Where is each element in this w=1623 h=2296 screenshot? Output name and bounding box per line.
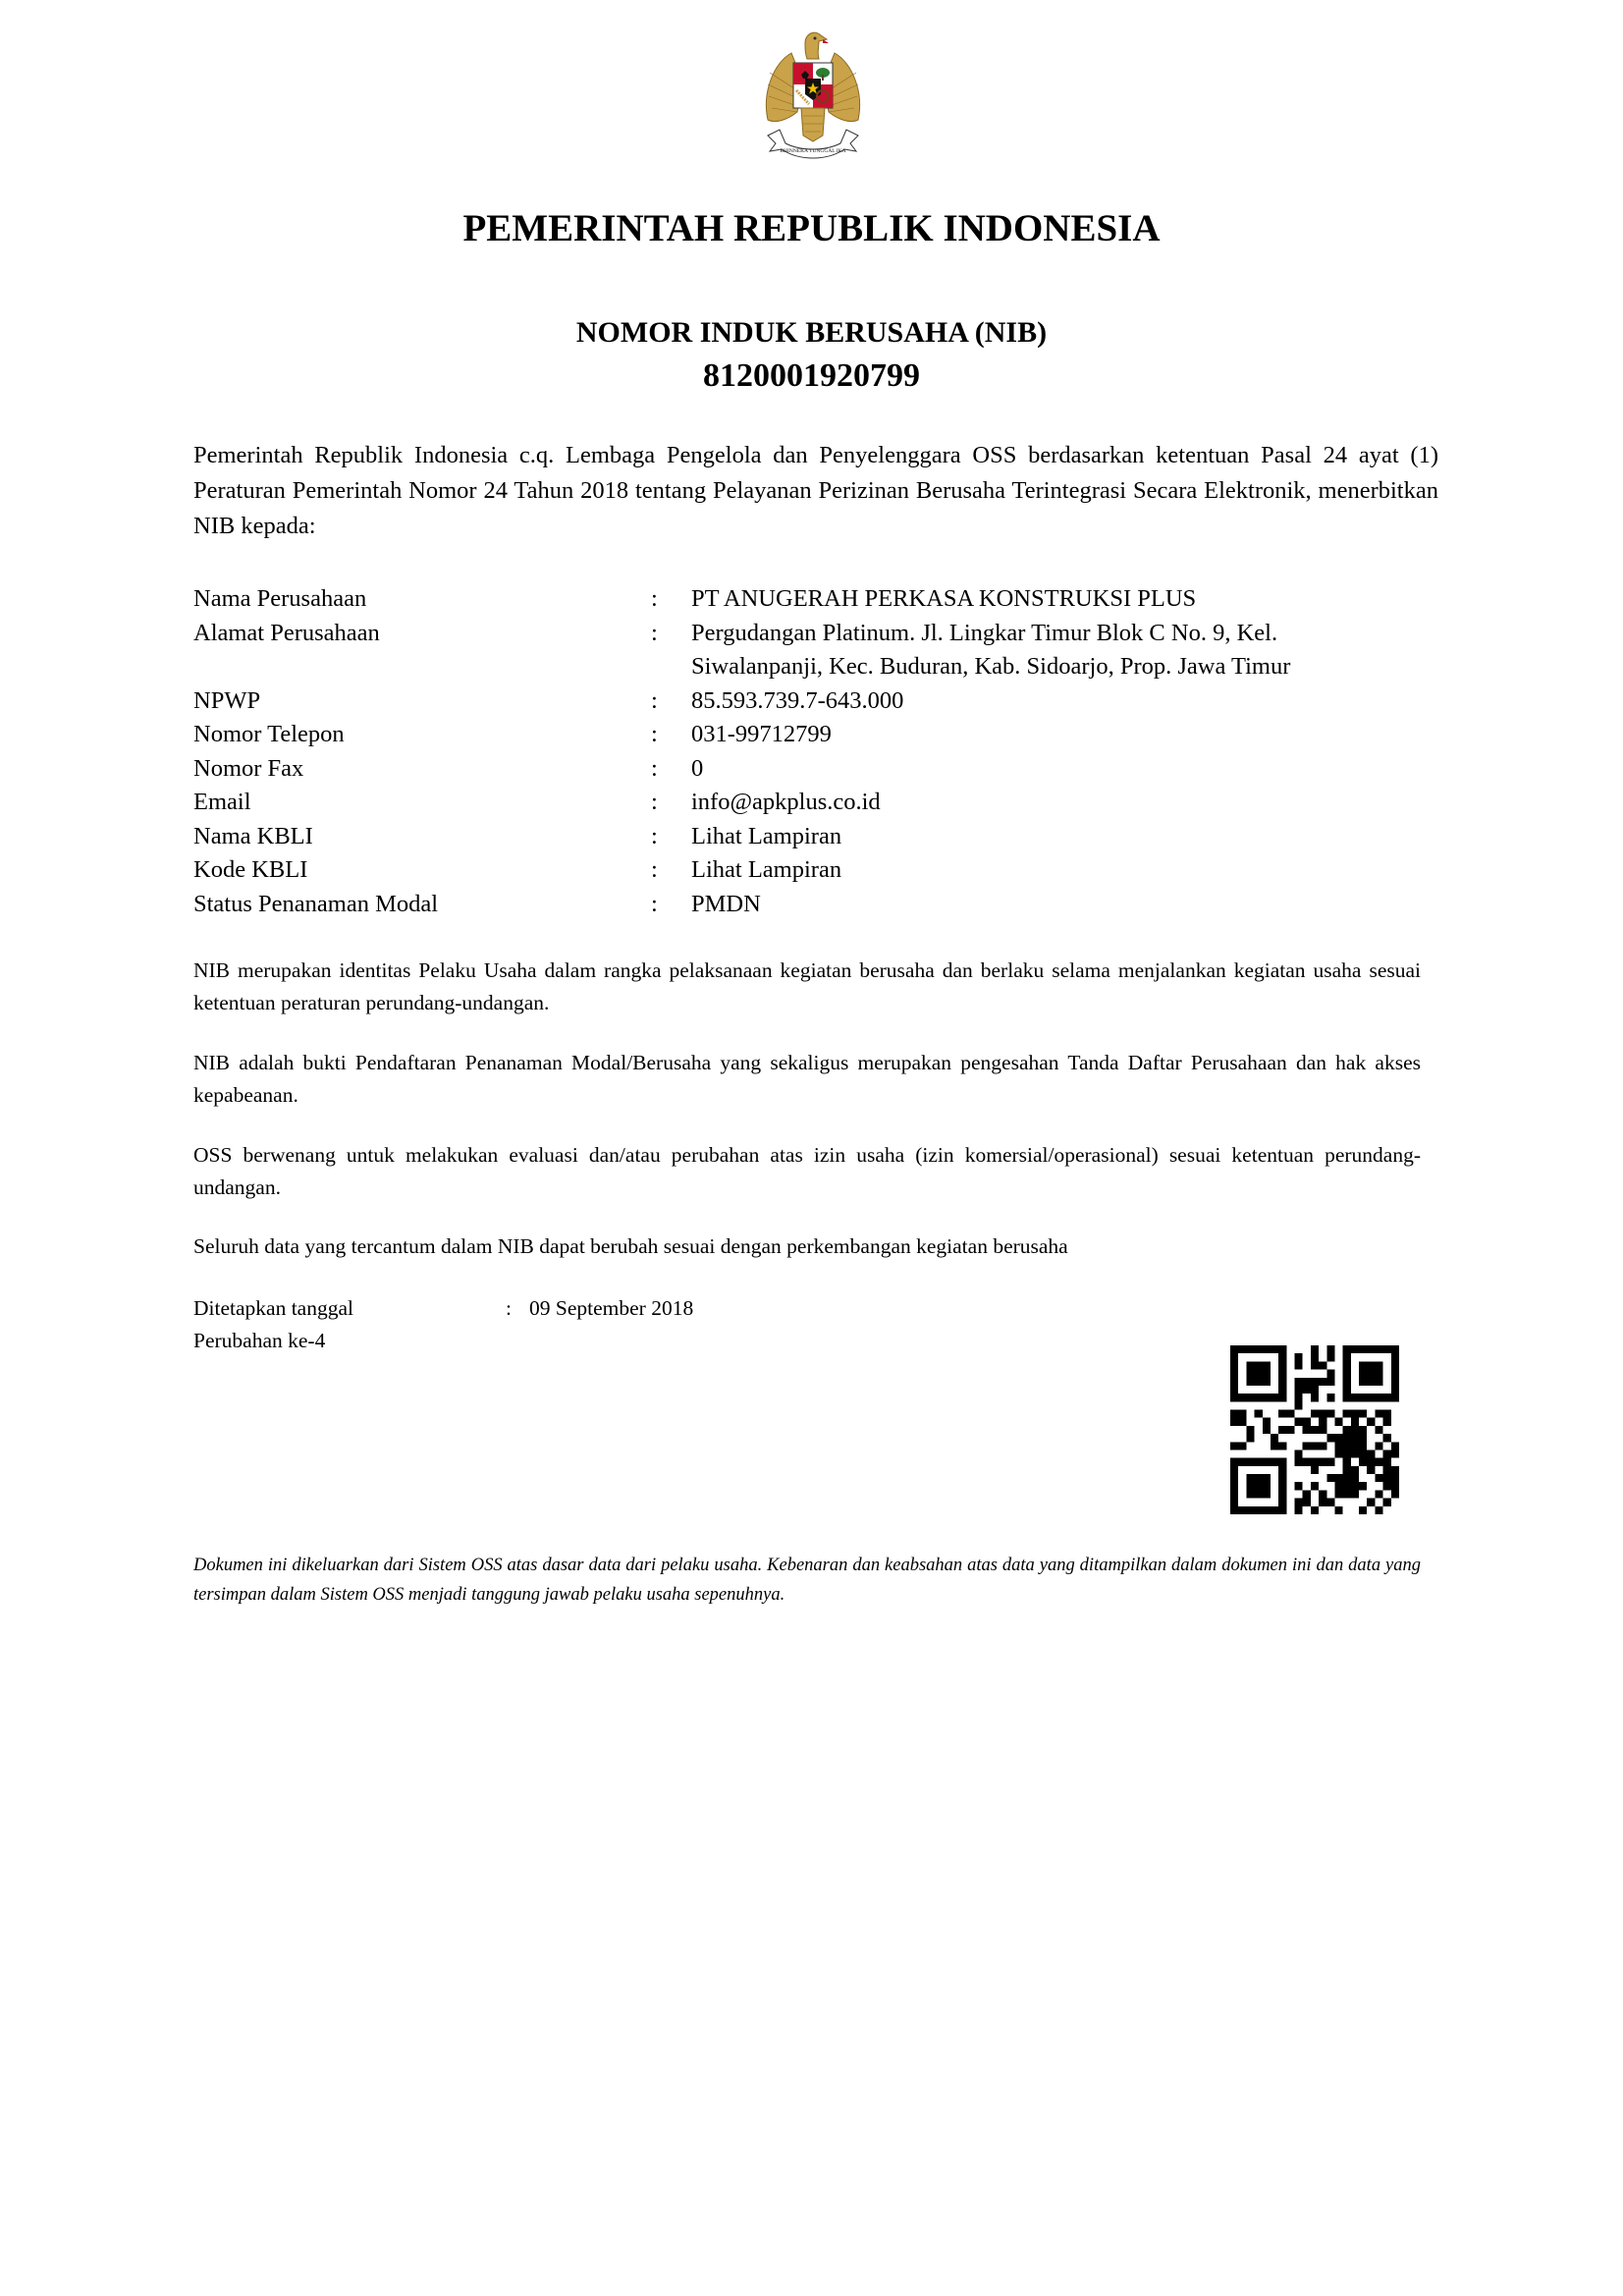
qr-module bbox=[1255, 1394, 1263, 1401]
qr-module bbox=[1391, 1361, 1399, 1369]
qr-module bbox=[1278, 1474, 1286, 1482]
qr-module bbox=[1263, 1474, 1271, 1482]
qr-module bbox=[1246, 1378, 1254, 1386]
qr-module bbox=[1303, 1458, 1311, 1466]
qr-module bbox=[1311, 1466, 1319, 1474]
qr-module bbox=[1319, 1361, 1326, 1369]
qr-module bbox=[1263, 1418, 1271, 1426]
qr-module bbox=[1351, 1482, 1359, 1490]
qr-module bbox=[1367, 1418, 1375, 1426]
qr-module bbox=[1319, 1442, 1326, 1449]
field-row-kbli-code bbox=[193, 853, 1398, 888]
field-value: info@apkplus.co.id bbox=[691, 789, 881, 815]
qr-module bbox=[1278, 1442, 1286, 1449]
qr-module bbox=[1359, 1442, 1367, 1449]
qr-module bbox=[1263, 1361, 1271, 1369]
qr-module bbox=[1278, 1378, 1286, 1386]
field-value: 031-99712799 bbox=[691, 721, 832, 747]
document-subtitle: NOMOR INDUK BERUSAHA (NIB) bbox=[575, 316, 1048, 349]
field-value: PT ANUGERAH PERKASA KONSTRUKSI PLUS bbox=[691, 585, 1197, 612]
qr-module bbox=[1367, 1394, 1375, 1401]
qr-module bbox=[1278, 1394, 1286, 1401]
field-label: Email bbox=[193, 789, 251, 815]
qr-module bbox=[1255, 1345, 1263, 1353]
qr-module bbox=[1230, 1394, 1238, 1401]
qr-module bbox=[1230, 1474, 1238, 1482]
qr-module bbox=[1343, 1353, 1351, 1361]
qr-module bbox=[1359, 1426, 1367, 1434]
qr-code bbox=[1230, 1345, 1399, 1514]
qr-module bbox=[1367, 1378, 1375, 1386]
qr-module bbox=[1334, 1474, 1342, 1482]
qr-module bbox=[1375, 1394, 1382, 1401]
qr-module bbox=[1311, 1345, 1319, 1353]
qr-module bbox=[1343, 1466, 1351, 1474]
qr-module bbox=[1326, 1474, 1334, 1482]
qr-module bbox=[1391, 1449, 1399, 1457]
field-label: NPWP bbox=[193, 686, 261, 714]
qr-module bbox=[1278, 1410, 1286, 1418]
qr-module bbox=[1246, 1458, 1254, 1466]
disclaimer-note: Dokumen ini dikeluarkan dari Sistem OSS atas dasar data dari pelaku usaha. Kebenaran dan keabsahan atas data yang ditampilkan dalam dokumen ini dan data yang tersimpan dalam Sistem OSS menjadi tanggung jawab pelaku usaha sepenuhnya. bbox=[193, 1556, 1421, 1605]
field-value: Pergudangan Platinum. Jl. Lingkar Timur Blok C No. 9, Kel. Siwalanpanji, Kec. Buduran, Kab. Sidoarjo, Prop. Jawa Timur bbox=[691, 619, 1291, 680]
qr-module bbox=[1375, 1361, 1382, 1369]
qr-module bbox=[1278, 1426, 1286, 1434]
qr-module bbox=[1311, 1458, 1319, 1466]
tail bbox=[801, 108, 825, 141]
qr-module bbox=[1359, 1345, 1367, 1353]
qr-module bbox=[1278, 1345, 1286, 1353]
field-row-investment-status bbox=[193, 888, 1398, 922]
revision-text: Perubahan ke-4 bbox=[193, 1329, 326, 1352]
qr-module bbox=[1230, 1378, 1238, 1386]
qr-module bbox=[1351, 1394, 1359, 1401]
qr-module bbox=[1295, 1458, 1303, 1466]
field-label: Status Penanaman Modal bbox=[193, 890, 439, 917]
qr-module bbox=[1383, 1394, 1391, 1401]
qr-module bbox=[1359, 1394, 1367, 1401]
qr-module bbox=[1255, 1490, 1263, 1498]
field-row-fax bbox=[193, 752, 1398, 787]
qr-module bbox=[1334, 1434, 1342, 1442]
qr-module bbox=[1391, 1442, 1399, 1449]
field-colon: : bbox=[651, 856, 658, 883]
qr-module bbox=[1383, 1474, 1391, 1482]
qr-module bbox=[1295, 1506, 1303, 1514]
qr-module bbox=[1391, 1474, 1399, 1482]
qr-module bbox=[1391, 1345, 1399, 1353]
qr-module bbox=[1255, 1482, 1263, 1490]
qr-module bbox=[1383, 1466, 1391, 1474]
qr-module bbox=[1238, 1394, 1246, 1401]
field-label: Nama KBLI bbox=[193, 822, 313, 849]
qr-module bbox=[1263, 1506, 1271, 1514]
field-colon: : bbox=[651, 789, 658, 815]
field-colon: : bbox=[651, 721, 658, 747]
field-value: PMDN bbox=[691, 890, 761, 917]
qr-module bbox=[1286, 1426, 1294, 1434]
qr-module bbox=[1230, 1386, 1238, 1394]
qr-module bbox=[1326, 1345, 1334, 1353]
qr-module bbox=[1255, 1506, 1263, 1514]
qr-module bbox=[1391, 1370, 1399, 1378]
qr-module bbox=[1375, 1345, 1382, 1353]
qr-module bbox=[1375, 1426, 1382, 1434]
qr-module bbox=[1278, 1506, 1286, 1514]
qr-module bbox=[1334, 1490, 1342, 1498]
field-colon: : bbox=[651, 585, 658, 612]
qr-module bbox=[1311, 1482, 1319, 1490]
qr-module bbox=[1311, 1353, 1319, 1361]
qr-module bbox=[1238, 1442, 1246, 1449]
qr-module bbox=[1311, 1442, 1319, 1449]
qr-module bbox=[1263, 1482, 1271, 1490]
qr-module bbox=[1238, 1506, 1246, 1514]
qr-module bbox=[1255, 1378, 1263, 1386]
qr-module bbox=[1230, 1466, 1238, 1474]
qr-module bbox=[1263, 1426, 1271, 1434]
field-row-company-address bbox=[193, 617, 1398, 684]
qr-module bbox=[1367, 1361, 1375, 1369]
qr-module bbox=[1326, 1378, 1334, 1386]
qr-module bbox=[1383, 1482, 1391, 1490]
qr-module bbox=[1295, 1401, 1303, 1409]
company-details bbox=[193, 582, 1398, 921]
qr-module bbox=[1255, 1474, 1263, 1482]
qr-module bbox=[1343, 1386, 1351, 1394]
field-row-npwp bbox=[193, 684, 1398, 719]
qr-module bbox=[1359, 1361, 1367, 1369]
qr-module bbox=[1295, 1386, 1303, 1394]
qr-module bbox=[1319, 1499, 1326, 1506]
qr-module bbox=[1359, 1458, 1367, 1466]
qr-module bbox=[1383, 1418, 1391, 1426]
qr-module bbox=[1359, 1378, 1367, 1386]
qr-module bbox=[1295, 1353, 1303, 1361]
garuda-head bbox=[805, 32, 827, 59]
qr-module bbox=[1383, 1345, 1391, 1353]
qr-module bbox=[1278, 1490, 1286, 1498]
paragraph-oss-authority: OSS berwenang untuk melakukan evaluasi dan/atau perubahan atas izin usaha (izin komersial/operasional) sesuai ketentuan perundang-undangan. bbox=[193, 1143, 1421, 1199]
qr-module bbox=[1351, 1490, 1359, 1498]
paragraph-nib-identity: NIB merupakan identitas Pelaku Usaha dalam rangka pelaksanaan kegiatan berusaha dan berlaku selama menjalankan kegiatan usaha sesuai ketentuan peraturan perundang-undangan. bbox=[193, 958, 1421, 1014]
qr-module bbox=[1367, 1345, 1375, 1353]
qr-module bbox=[1391, 1466, 1399, 1474]
qr-module bbox=[1278, 1361, 1286, 1369]
qr-module bbox=[1238, 1410, 1246, 1418]
qr-module bbox=[1230, 1353, 1238, 1361]
qr-module bbox=[1263, 1345, 1271, 1353]
qr-module bbox=[1230, 1370, 1238, 1378]
qr-module bbox=[1303, 1378, 1311, 1386]
field-label: Alamat Perusahaan bbox=[193, 619, 380, 646]
qr-module bbox=[1255, 1361, 1263, 1369]
qr-module bbox=[1278, 1353, 1286, 1361]
qr-module bbox=[1334, 1418, 1342, 1426]
qr-module bbox=[1246, 1434, 1254, 1442]
qr-module bbox=[1230, 1410, 1238, 1418]
qr-module bbox=[1375, 1378, 1382, 1386]
qr-module bbox=[1391, 1353, 1399, 1361]
qr-module bbox=[1343, 1474, 1351, 1482]
paragraph-nib-registration: NIB adalah bukti Pendaftaran Penanaman Modal/Berusaha yang sekaligus merupakan pengesahan Tanda Daftar Perusahaan dan hak akses kepabeanan. bbox=[193, 1051, 1421, 1107]
qr-module bbox=[1271, 1394, 1278, 1401]
qr-module bbox=[1383, 1458, 1391, 1466]
qr-module bbox=[1246, 1361, 1254, 1369]
qr-module bbox=[1255, 1410, 1263, 1418]
qr-module bbox=[1278, 1458, 1286, 1466]
qr-module bbox=[1303, 1426, 1311, 1434]
qr-module bbox=[1319, 1426, 1326, 1434]
qr-module bbox=[1311, 1506, 1319, 1514]
qr-module bbox=[1263, 1394, 1271, 1401]
qr-module bbox=[1263, 1378, 1271, 1386]
qr-module bbox=[1303, 1386, 1311, 1394]
qr-module bbox=[1351, 1434, 1359, 1442]
qr-module bbox=[1246, 1506, 1254, 1514]
qr-module bbox=[1295, 1378, 1303, 1386]
qr-module bbox=[1343, 1442, 1351, 1449]
issued-date-value: 09 September 2018 bbox=[529, 1296, 694, 1320]
qr-module bbox=[1326, 1353, 1334, 1361]
qr-module bbox=[1367, 1499, 1375, 1506]
qr-module bbox=[1334, 1449, 1342, 1457]
qr-module bbox=[1334, 1506, 1342, 1514]
qr-module bbox=[1334, 1482, 1342, 1490]
qr-module bbox=[1343, 1370, 1351, 1378]
qr-module bbox=[1383, 1434, 1391, 1442]
qr-module bbox=[1246, 1490, 1254, 1498]
field-label: Nama Perusahaan bbox=[193, 585, 367, 612]
qr-module bbox=[1375, 1442, 1382, 1449]
qr-module bbox=[1278, 1482, 1286, 1490]
qr-module bbox=[1246, 1426, 1254, 1434]
qr-module bbox=[1238, 1418, 1246, 1426]
qr-module bbox=[1326, 1499, 1334, 1506]
qr-module bbox=[1246, 1394, 1254, 1401]
field-colon: : bbox=[651, 619, 658, 646]
qr-module bbox=[1230, 1482, 1238, 1490]
qr-module bbox=[1351, 1418, 1359, 1426]
field-colon: : bbox=[651, 686, 658, 714]
qr-module bbox=[1343, 1490, 1351, 1498]
qr-module bbox=[1230, 1499, 1238, 1506]
qr-module bbox=[1326, 1370, 1334, 1378]
qr-module bbox=[1343, 1449, 1351, 1457]
nib-number: 8120001920799 bbox=[703, 357, 920, 394]
issued-date-label: Ditetapkan tanggal bbox=[193, 1296, 353, 1320]
qr-module bbox=[1367, 1466, 1375, 1474]
motto-text: BHINNEKA TUNGGAL IKA bbox=[780, 148, 846, 154]
qr-module bbox=[1246, 1345, 1254, 1353]
qr-module bbox=[1271, 1345, 1278, 1353]
qr-module bbox=[1334, 1442, 1342, 1449]
qr-module bbox=[1359, 1410, 1367, 1418]
field-value: 85.593.739.7-643.000 bbox=[691, 686, 904, 714]
qr-module bbox=[1263, 1458, 1271, 1466]
qr-module bbox=[1311, 1394, 1319, 1401]
field-value: Lihat Lampiran bbox=[691, 856, 842, 883]
qr-module bbox=[1303, 1418, 1311, 1426]
qr-module bbox=[1271, 1442, 1278, 1449]
qr-module bbox=[1351, 1442, 1359, 1449]
qr-module bbox=[1246, 1370, 1254, 1378]
qr-module bbox=[1230, 1490, 1238, 1498]
qr-module bbox=[1359, 1434, 1367, 1442]
qr-module bbox=[1295, 1418, 1303, 1426]
qr-module bbox=[1375, 1370, 1382, 1378]
qr-module bbox=[1375, 1474, 1382, 1482]
issued-date-row bbox=[193, 1292, 693, 1325]
qr-module bbox=[1230, 1418, 1238, 1426]
shield bbox=[793, 63, 833, 108]
qr-module bbox=[1383, 1449, 1391, 1457]
qr-module bbox=[1230, 1506, 1238, 1514]
qr-module bbox=[1295, 1449, 1303, 1457]
qr-module bbox=[1278, 1386, 1286, 1394]
qr-module bbox=[1263, 1370, 1271, 1378]
qr-module bbox=[1311, 1361, 1319, 1369]
qr-module bbox=[1343, 1482, 1351, 1490]
qr-module bbox=[1295, 1499, 1303, 1506]
qr-module bbox=[1351, 1466, 1359, 1474]
qr-module bbox=[1343, 1434, 1351, 1442]
field-value: 0 bbox=[691, 754, 704, 782]
qr-module bbox=[1391, 1482, 1399, 1490]
field-colon: : bbox=[651, 754, 658, 782]
qr-module bbox=[1367, 1449, 1375, 1457]
qr-module bbox=[1343, 1410, 1351, 1418]
qr-module bbox=[1271, 1458, 1278, 1466]
field-colon: : bbox=[651, 890, 658, 917]
qr-module bbox=[1271, 1434, 1278, 1442]
qr-module bbox=[1311, 1410, 1319, 1418]
qr-module bbox=[1375, 1490, 1382, 1498]
field-row-company-name bbox=[193, 582, 1398, 617]
qr-module bbox=[1319, 1418, 1326, 1426]
qr-module bbox=[1359, 1449, 1367, 1457]
qr-module bbox=[1326, 1458, 1334, 1466]
qr-module bbox=[1343, 1361, 1351, 1369]
qr-module bbox=[1351, 1449, 1359, 1457]
qr-module bbox=[1271, 1506, 1278, 1514]
qr-module bbox=[1295, 1361, 1303, 1369]
qr-module bbox=[1311, 1386, 1319, 1394]
qr-module bbox=[1319, 1458, 1326, 1466]
qr-module bbox=[1230, 1458, 1238, 1466]
qr-module bbox=[1326, 1410, 1334, 1418]
qr-module bbox=[1343, 1458, 1351, 1466]
qr-module bbox=[1303, 1490, 1311, 1498]
qr-module bbox=[1230, 1345, 1238, 1353]
qr-module bbox=[1326, 1394, 1334, 1401]
qr-module bbox=[1303, 1442, 1311, 1449]
qr-module bbox=[1375, 1410, 1382, 1418]
qr-module bbox=[1343, 1345, 1351, 1353]
qr-module bbox=[1286, 1410, 1294, 1418]
field-row-email bbox=[193, 786, 1398, 820]
field-colon: : bbox=[651, 822, 658, 849]
field-label: Nomor Telepon bbox=[193, 721, 345, 747]
qr-module bbox=[1343, 1394, 1351, 1401]
qr-module bbox=[1295, 1394, 1303, 1401]
qr-module bbox=[1351, 1345, 1359, 1353]
qr-module bbox=[1391, 1394, 1399, 1401]
qr-module bbox=[1351, 1410, 1359, 1418]
qr-module bbox=[1375, 1506, 1382, 1514]
field-value: Lihat Lampiran bbox=[691, 822, 842, 849]
qr-module bbox=[1391, 1386, 1399, 1394]
qr-module bbox=[1246, 1474, 1254, 1482]
qr-module bbox=[1391, 1378, 1399, 1386]
qr-module bbox=[1351, 1474, 1359, 1482]
qr-module bbox=[1343, 1378, 1351, 1386]
qr-module bbox=[1343, 1426, 1351, 1434]
qr-module bbox=[1359, 1506, 1367, 1514]
qr-module bbox=[1230, 1442, 1238, 1449]
qr-module bbox=[1367, 1458, 1375, 1466]
qr-module bbox=[1303, 1499, 1311, 1506]
qr-module bbox=[1359, 1482, 1367, 1490]
field-label: Kode KBLI bbox=[193, 856, 308, 883]
qr-module bbox=[1319, 1490, 1326, 1498]
page-title: PEMERINTAH REPUBLIK INDONESIA bbox=[462, 207, 1161, 249]
qr-module bbox=[1367, 1370, 1375, 1378]
intro-paragraph: Pemerintah Republik Indonesia c.q. Lembaga Pengelola dan Penyelenggara OSS berdasarkan ketentuan Pasal 24 ayat (1) Peraturan Pemerintah Nomor 24 Tahun 2018 tentang Pelayanan Perizinan Berusaha Terintegrasi Secara Elektronik, menerbitkan NIB kepada: bbox=[193, 442, 1438, 539]
qr-module bbox=[1391, 1490, 1399, 1498]
garuda-emblem-icon bbox=[754, 14, 872, 171]
qr-module bbox=[1278, 1499, 1286, 1506]
qr-module bbox=[1383, 1410, 1391, 1418]
qr-module bbox=[1255, 1370, 1263, 1378]
qr-module bbox=[1278, 1466, 1286, 1474]
qr-module bbox=[1319, 1410, 1326, 1418]
qr-module bbox=[1230, 1361, 1238, 1369]
qr-module bbox=[1311, 1426, 1319, 1434]
qr-module bbox=[1359, 1370, 1367, 1378]
qr-module bbox=[1295, 1482, 1303, 1490]
qr-module bbox=[1326, 1434, 1334, 1442]
qr-module bbox=[1383, 1499, 1391, 1506]
qr-module bbox=[1311, 1378, 1319, 1386]
qr-module bbox=[1246, 1482, 1254, 1490]
qr-module bbox=[1351, 1426, 1359, 1434]
field-label: Nomor Fax bbox=[193, 754, 304, 782]
qr-module bbox=[1255, 1458, 1263, 1466]
paragraph-data-changes: Seluruh data yang tercantum dalam NIB dapat berubah sesuai dengan perkembangan kegiatan berusaha bbox=[193, 1234, 1068, 1258]
qr-module bbox=[1278, 1370, 1286, 1378]
qr-module bbox=[1238, 1458, 1246, 1466]
qr-module bbox=[1263, 1490, 1271, 1498]
qr-module bbox=[1319, 1378, 1326, 1386]
field-row-phone bbox=[193, 718, 1398, 752]
issuance-info bbox=[193, 1292, 693, 1357]
field-row-kbli-name bbox=[193, 820, 1398, 854]
issued-colon: : bbox=[506, 1296, 512, 1320]
qr-module bbox=[1375, 1458, 1382, 1466]
qr-module bbox=[1238, 1345, 1246, 1353]
